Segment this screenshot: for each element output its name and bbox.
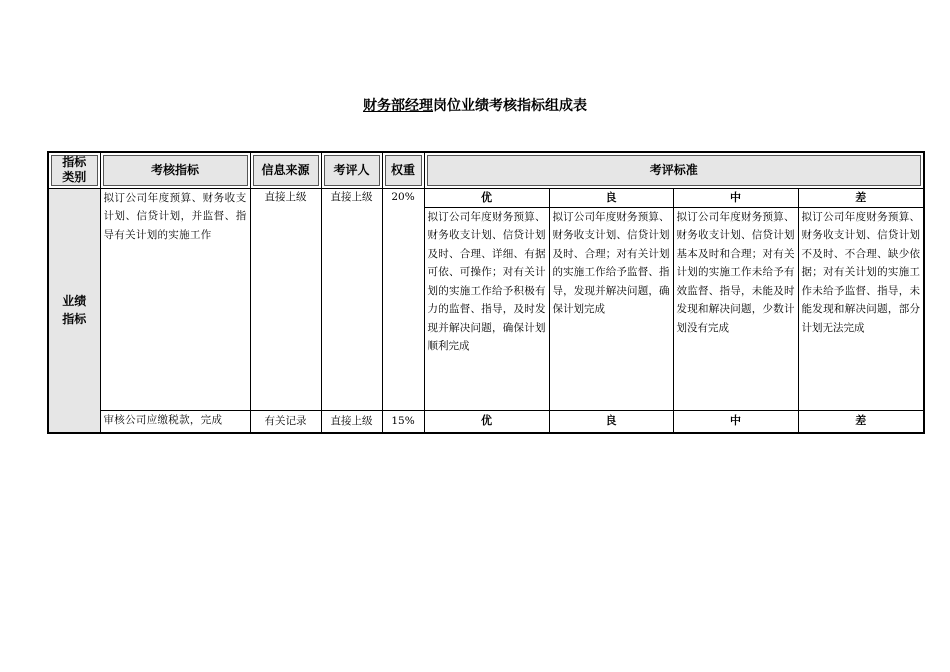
source-cell: 有关记录 (250, 410, 321, 433)
grade-excellent: 优 (424, 188, 549, 207)
grade-excellent: 优 (424, 410, 549, 433)
header-criteria: 考评标准 (424, 152, 924, 188)
evaluator-cell: 直接上级 (321, 410, 382, 433)
header-indicator: 考核指标 (100, 152, 250, 188)
title-position: 财务部经理 (363, 98, 433, 114)
criteria-good: 拟订公司年度财务预算、财务收支计划、信贷计划及时、合理；对有关计划的实施工作给予监督、指导，发现并解决问题，确保计划完成 (549, 207, 673, 410)
evaluator-cell: 直接上级 (321, 188, 382, 410)
source-cell: 直接上级 (250, 188, 321, 410)
category-cell: 业绩指标 (48, 188, 100, 433)
title-suffix: 岗位业绩考核指标组成表 (433, 98, 587, 114)
criteria-fair: 拟订公司年度财务预算、财务收支计划、信贷计划基本及时和合理；对有关计划的实施工作未给予有效监督、指导，未能及时发现和解决问题，少数计划没有完成 (673, 207, 798, 410)
header-category: 指标类别 (48, 152, 100, 188)
header-source: 信息来源 (250, 152, 321, 188)
grade-good: 良 (549, 410, 673, 433)
kpi-table (47, 151, 925, 434)
grade-fair: 中 (673, 410, 798, 433)
weight-cell: 15% (382, 410, 424, 433)
weight-cell: 20% (382, 188, 424, 410)
grade-fair: 中 (673, 188, 798, 207)
criteria-excellent: 拟订公司年度财务预算、财务收支计划、信贷计划及时、合理、详细、有据可依、可操作；对有关计划的实施工作给予积极有力的监督、指导，及时发现并解决问题，确保计划顺利完成 (424, 207, 549, 410)
page-title (0, 95, 950, 115)
header-evaluator: 考评人 (321, 152, 382, 188)
indicator-cell: 拟订公司年度预算、财务收支计划、信贷计划，并监督、指导有关计划的实施工作 (100, 188, 250, 410)
indicator-cell: 审核公司应缴税款，完成 (100, 410, 250, 433)
criteria-poor: 拟订公司年度财务预算、财务收支计划、信贷计划不及时、不合理、缺少依据；对有关计划的实施工作未给予监督、指导，未能发现和解决问题，部分计划无法完成 (798, 207, 924, 410)
grade-poor: 差 (798, 188, 924, 207)
grade-poor: 差 (798, 410, 924, 433)
header-weight: 权重 (382, 152, 424, 188)
grade-good: 良 (549, 188, 673, 207)
